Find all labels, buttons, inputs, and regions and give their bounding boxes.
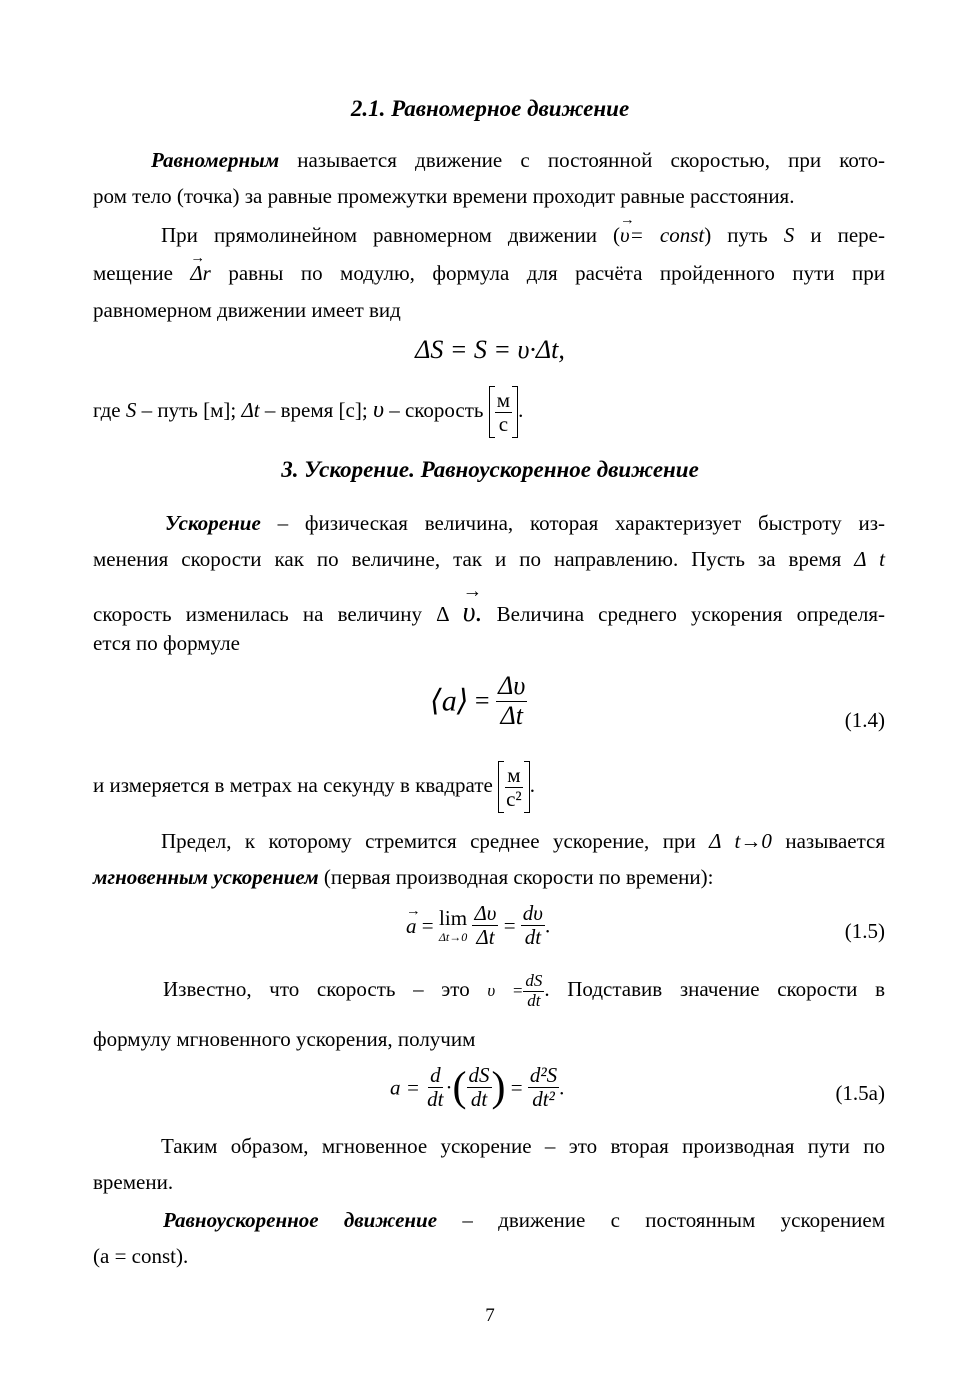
- unit-num: м: [507, 762, 521, 787]
- text: ) путь: [704, 223, 784, 247]
- eq15a-frac2: [467, 1064, 492, 1111]
- mean-acceleration: ⟨a⟩: [430, 684, 469, 718]
- paragraph-uniform-accel-line2: (a = const).: [93, 1244, 189, 1268]
- section-heading-3: 3. Ускорение. Равноускоренное движение: [281, 457, 699, 482]
- symbol-dt: Δ t: [854, 547, 886, 571]
- text: и пере-: [794, 223, 885, 247]
- symbol-dt: Δt: [241, 398, 260, 422]
- text: – скорость: [383, 398, 489, 422]
- symbol-dt-limit: Δ t→0: [709, 829, 772, 853]
- measure-line: [93, 760, 535, 813]
- eq15-den1: Δt: [476, 925, 495, 950]
- eq14-fraction: [496, 672, 527, 730]
- text: менения скорости как по величине, так и по направлению. Пусть за время: [93, 547, 855, 571]
- unit-num: м: [496, 387, 511, 412]
- eq15-num2: dυ: [522, 901, 543, 925]
- text: . Подставив значение скорости в: [544, 977, 886, 1001]
- text: где: [93, 398, 126, 422]
- paragraph-known-line1: [93, 964, 885, 1016]
- equation-1-5a: a = $\frac{d}{dt}$ ·( $\frac{dS}{dt}$ ) = $\frac{\text{d²S}}{\text{dt²}}$ .: [390, 1063, 565, 1112]
- term-acceleration: Ускорение: [165, 511, 261, 535]
- text: При прямолинейном равномерном движении (: [161, 223, 621, 247]
- equation-1-4: ⟨a⟩ = $\frac{\Delta\upsilon}{\Delta t}$: [430, 671, 526, 730]
- displacement-vector: → Δr: [190, 258, 211, 290]
- text: мещение: [93, 261, 191, 285]
- paragraph-uniform-def-line2: ром тело (точка) за равные промежутки времени проходит равные расстояния.: [93, 184, 795, 208]
- text: называется движение с постоянной скоростью, при кото-: [279, 148, 885, 172]
- equation-number-1-4: (1.4): [844, 708, 885, 732]
- term-uniform: Равномерным: [151, 148, 280, 172]
- text: равны по модулю, формула для расчёта пройденного пути при: [210, 261, 885, 285]
- paragraph-thus-line1: [93, 1131, 885, 1163]
- eq15a-frac1: [425, 1064, 445, 1111]
- lim: lim: [439, 906, 468, 931]
- eq15a-frac3: [528, 1064, 559, 1111]
- unit-den: с²: [506, 786, 522, 811]
- known-frac: [523, 972, 544, 1010]
- lim-sub: Δt→0: [438, 929, 468, 944]
- text: .: [529, 773, 535, 797]
- unit-den: с: [498, 411, 509, 436]
- symbol-S: S: [125, 398, 137, 422]
- text: – физическая величина, которая характеризует быстроту из-: [260, 511, 885, 535]
- term-instant-acceleration: мгновенным ускорением: [93, 865, 319, 889]
- equation-1-5: → a = lim Δt→0 $\frac{\Delta\upsilon}{\Delta t}$ = $\frac{d\upsilon}{dt}$ .: [406, 902, 550, 949]
- paragraph-uniform-accel-line1: [93, 1205, 885, 1237]
- symbol-v: υ: [372, 397, 384, 423]
- equation-number-1-5a: (1.5a): [835, 1081, 885, 1105]
- unit-bracket: [489, 386, 518, 438]
- eq15-frac1: [472, 902, 498, 949]
- text: – время [с];: [259, 398, 373, 422]
- velocity-vector: → υ: [620, 220, 630, 252]
- text: (первая производная скорости по времени):: [318, 865, 714, 889]
- eq15a-n1: d: [430, 1063, 441, 1087]
- paragraph-known-line2: формулу мгновенного ускорения, получим: [93, 1027, 476, 1051]
- text: скорость изменилась на величину Δ: [93, 602, 463, 626]
- text: – движение с постоянным ускорением: [437, 1208, 885, 1232]
- known-den: dt: [527, 990, 541, 1010]
- paragraph-acceleration-line1: [93, 508, 885, 540]
- text: .: [518, 398, 524, 422]
- paragraph-rectilinear-line1: [93, 220, 885, 252]
- eq15-frac2: [521, 902, 545, 949]
- symbol-v: υ =: [487, 981, 524, 1000]
- paragraph-rectilinear-line2: [93, 258, 885, 290]
- eq15-a: → a: [406, 914, 417, 938]
- eq15-num1: Δυ: [474, 901, 497, 925]
- text: Таким образом, мгновенное ускорение – это вторая производная пути по: [161, 1134, 885, 1158]
- paragraph-acceleration-line2: [93, 544, 885, 576]
- formula-path: ΔS = S = υ·Δt,: [415, 335, 565, 364]
- text: Известно, что скорость – это: [163, 977, 488, 1001]
- eq14-den: Δt: [500, 700, 523, 730]
- eq15a-d1: dt: [427, 1087, 444, 1112]
- eq15a-d3: dt²: [532, 1087, 555, 1112]
- eq15-den2: dt: [524, 925, 542, 950]
- eq15-lim: [439, 907, 467, 943]
- unit-bracket: [498, 761, 530, 813]
- equation-number-1-5: (1.5): [844, 919, 885, 943]
- paragraph-limit-line2: [93, 862, 713, 894]
- eq15a-d2: dt: [470, 1087, 488, 1112]
- paragraph-rectilinear-line3: равномерном движении имеет вид: [93, 298, 401, 322]
- known-num: dS: [525, 971, 543, 990]
- eq14-num: Δυ: [498, 671, 526, 700]
- text: Величина среднего ускорения определя-: [482, 602, 886, 626]
- paragraph-thus-line2: времени.: [93, 1170, 174, 1194]
- text: называется: [771, 829, 885, 853]
- eq15a-n2: dS: [468, 1063, 490, 1087]
- term-uniform-accel: Равноускоренное движение: [163, 1208, 438, 1232]
- const: = const: [629, 223, 705, 247]
- page-number: 7: [485, 1305, 495, 1326]
- text: – путь [м];: [136, 398, 242, 422]
- symbol-S: S: [783, 223, 795, 247]
- paragraph-limit-line1: [93, 826, 885, 858]
- eq15a-a: a =: [390, 1075, 420, 1100]
- text: Предел, к которому стремится среднее ускорение, при: [161, 829, 710, 853]
- paragraph-uniform-def-line1: [93, 145, 885, 177]
- text: и измеряется в метрах на секунду в квадрате: [93, 773, 499, 797]
- paragraph-acceleration-line4: ется по формуле: [93, 631, 240, 655]
- eq15a-n3: d²S: [529, 1063, 558, 1087]
- section-heading-2-1: 2.1. Равномерное движение: [350, 96, 630, 121]
- velocity-change: → υ.: [463, 592, 483, 634]
- formula-explanation: [93, 385, 523, 438]
